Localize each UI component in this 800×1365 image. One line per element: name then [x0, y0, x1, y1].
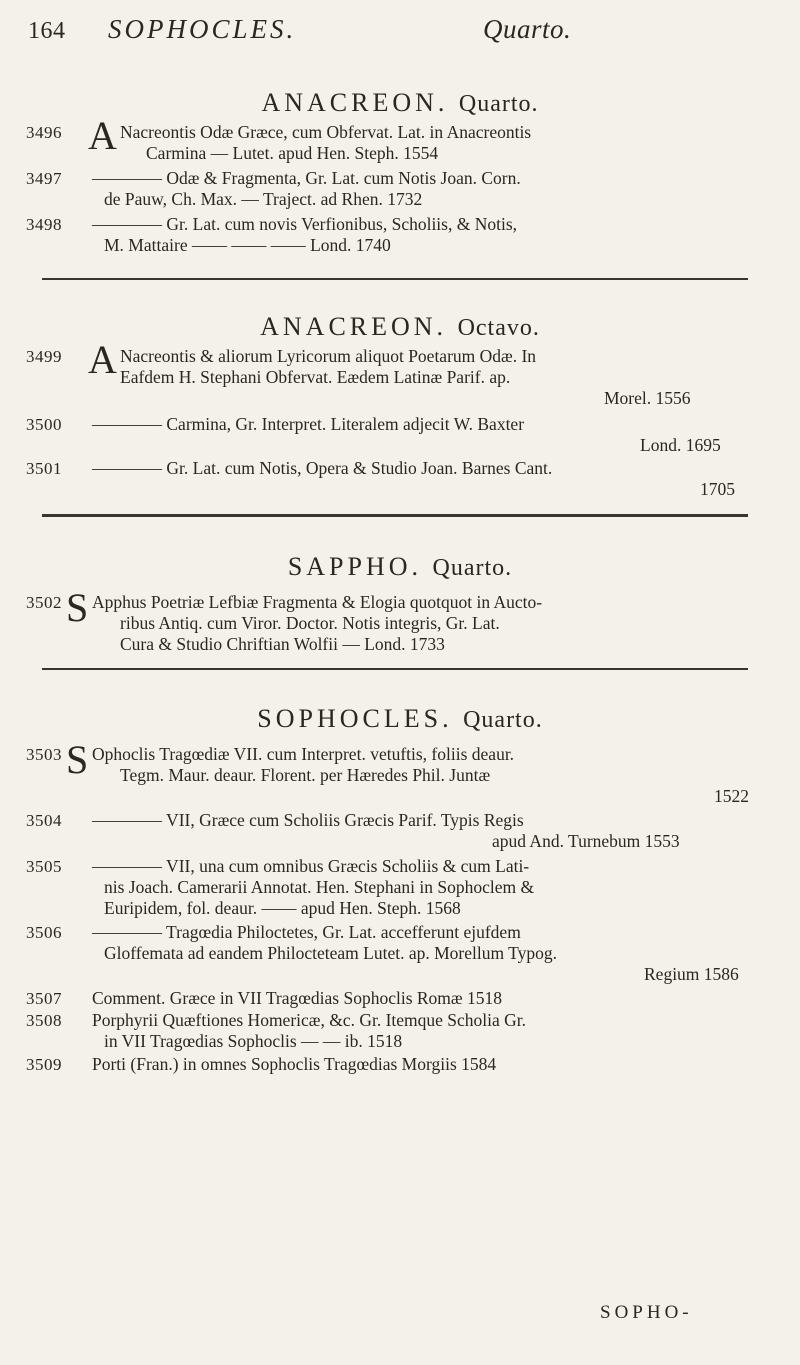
running-title: SOPHOCLES. — [108, 14, 297, 44]
heading-format: Quarto. — [458, 91, 539, 117]
entry-line: Eafdem H. Stephani Obfervat. Eædem Latinæ Parif. ap. — [120, 367, 511, 387]
entry-line: ———— Gr. Lat. cum Notis, Opera & Studio Joan. Barnes Cant. — [92, 458, 553, 478]
section-heading — [0, 552, 800, 582]
entry-line: ———— Odæ & Fragmenta, Gr. Lat. cum Notis Joan. Corn. — [92, 168, 521, 188]
entry-number: 3500 — [26, 415, 62, 434]
entry-line: Regium 1586 — [644, 964, 739, 984]
page-number: 164 — [28, 18, 66, 44]
entry-line: M. Mattaire —— —— —— Lond. 1740 — [104, 235, 391, 255]
catchword: SOPHO- — [600, 1302, 693, 1323]
entry-line: Cura & Studio Chriftian Wolfii — Lond. 1733 — [120, 634, 445, 654]
entry-number: 3497 — [26, 169, 62, 188]
entry-line: Euripidem, fol. deaur. —— apud Hen. Steph. 1568 — [104, 898, 461, 918]
entry-line: Apphus Poetriæ Lefbiæ Fragmenta & Elogia quotquot in Aucto- — [92, 592, 543, 612]
entry-line: Nacreontis Odæ Græce, cum Obfervat. Lat. in Anacreontis — [120, 122, 532, 142]
entry-line: ———— VII, una cum omnibus Græcis Scholiis & cum Lati- — [92, 856, 530, 876]
entry-number: 3505 — [26, 857, 62, 876]
entry-line: ———— Tragœdia Philoctetes, Gr. Lat. accefferunt ejufdem — [92, 922, 521, 942]
section-anacreon-octavo — [0, 312, 800, 342]
entry-line: de Pauw, Ch. Max. — Traject. ad Rhen. 1732 — [104, 189, 423, 209]
entry-number: 3504 — [26, 811, 62, 830]
section-sophocles-quarto — [0, 704, 800, 734]
section-heading — [0, 312, 800, 342]
entry-line: Gloffemata ad eandem Philocteteam Lutet. ap. Morellum Typog. — [104, 943, 558, 963]
entry-line: Lond. 1695 — [640, 435, 721, 455]
section-rule — [42, 278, 748, 280]
drop-initial: S — [66, 737, 89, 782]
heading-text: ANACREON. — [261, 88, 449, 117]
entry-number: 3496 — [26, 123, 62, 142]
entry-line: Comment. Græce in VII Tragœdias Sophoclis Romæ 1518 — [92, 988, 502, 1008]
entry-line: 1705 — [700, 479, 735, 499]
entry-line: Ophoclis Tragœdiæ VII. cum Interpret. vetuftis, foliis deaur. — [92, 744, 515, 764]
entry-line: ribus Antiq. cum Viror. Doctor. Notis integris, Gr. Lat. — [120, 613, 500, 633]
entry-number: 3502 — [26, 593, 62, 612]
entry-line: 1522 — [714, 786, 749, 806]
entry-line: Tegm. Maur. deaur. Florent. per Hæredes Phil. Juntæ — [120, 765, 491, 785]
heading-text: SAPPHO. — [287, 552, 423, 581]
section-heading — [0, 88, 800, 118]
entry-number: 3498 — [26, 215, 62, 234]
section-rule — [42, 668, 748, 670]
section-rule — [42, 514, 748, 517]
drop-initial: A — [88, 337, 117, 382]
entry-line: Morel. 1556 — [604, 388, 691, 408]
entry-line: ———— Gr. Lat. cum novis Verfionibus, Scholiis, & Notis, — [92, 214, 518, 234]
entry-line: Porphyrii Quæftiones Homericæ, &c. Gr. Itemque Scholia Gr. — [92, 1010, 527, 1030]
entry-number: 3499 — [26, 347, 62, 366]
heading-text: SOPHOCLES. — [257, 704, 453, 733]
entry-number: 3503 — [26, 745, 62, 764]
section-anacreon-quarto — [0, 88, 800, 118]
drop-initial: S — [66, 585, 89, 630]
entry-line: in VII Tragœdias Sophoclis — — ib. 1518 — [104, 1031, 403, 1051]
running-format: Quarto. — [483, 14, 572, 44]
entry-line: ———— Carmina, Gr. Interpret. Literalem adjecit W. Baxter — [92, 414, 525, 434]
heading-format: Quarto. — [432, 555, 513, 581]
entry-line: ———— VII, Græce cum Scholiis Græcis Parif. Typis Regis — [92, 810, 524, 830]
entry-number: 3501 — [26, 459, 62, 478]
entry-number: 3506 — [26, 923, 62, 942]
entry-number: 3507 — [26, 989, 62, 1008]
entry-line: Porti (Fran.) in omnes Sophoclis Tragœdias Morgiis 1584 — [92, 1054, 497, 1074]
entry-number: 3508 — [26, 1011, 62, 1030]
running-head — [28, 14, 760, 54]
drop-initial: A — [88, 113, 117, 158]
heading-text: ANACREON. — [260, 312, 448, 341]
entry-line: Nacreontis & aliorum Lyricorum aliquot Poetarum Odæ. In — [120, 346, 537, 366]
entry-line: nis Joach. Camerarii Annotat. Hen. Stephani in Sophoclem & — [104, 877, 535, 897]
section-heading — [0, 704, 800, 734]
entry-line: Carmina — Lutet. apud Hen. Steph. 1554 — [146, 143, 439, 163]
heading-format: Quarto. — [463, 707, 543, 733]
heading-format: Octavo. — [457, 315, 540, 341]
section-sappho-quarto — [0, 552, 800, 582]
entry-number: 3509 — [26, 1055, 62, 1074]
entry-line: apud And. Turnebum 1553 — [492, 831, 680, 851]
